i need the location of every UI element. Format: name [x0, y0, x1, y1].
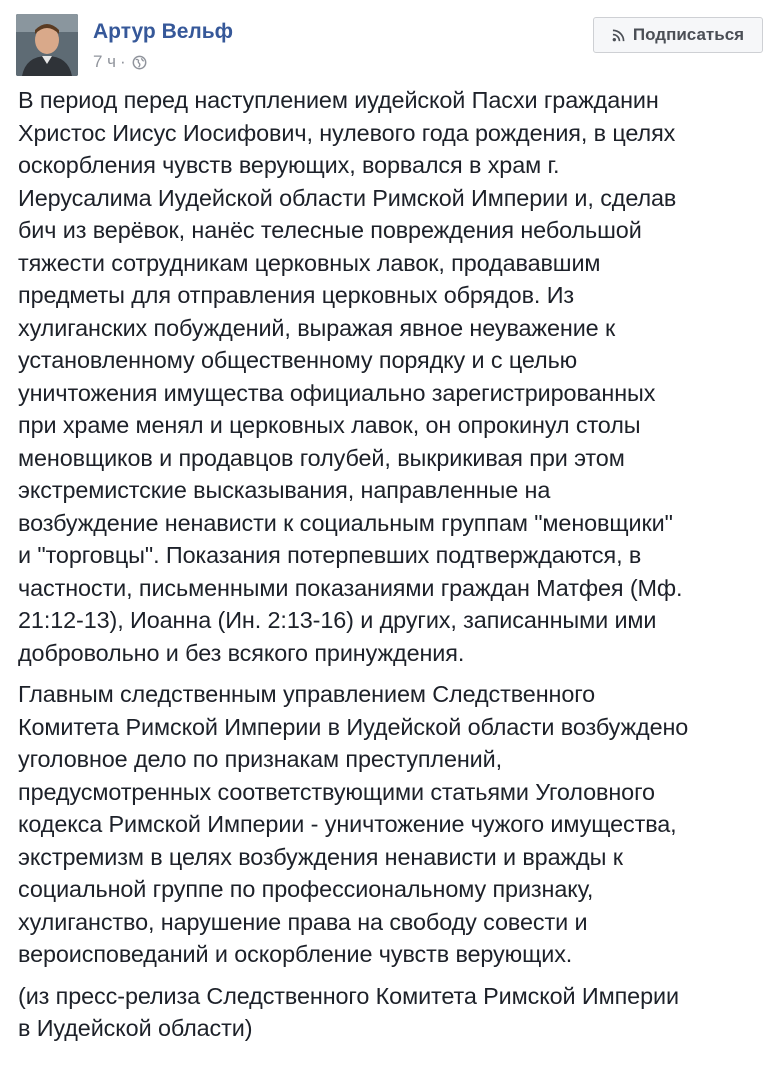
post-body	[18, 84, 763, 1054]
globe-icon	[132, 55, 147, 70]
post-paragraph-1: В период перед наступлением иудейской Пасхи гражданин Христос Иисус Иосифович, нулевого года рождения, в целях оскорбления чувств верующих, ворвался в храм г. Иерусалима Иудейской области Римской Империи и, сделав бич из верёвок, нанёс телесные повреждения небольшой тяжести сотрудникам церковных лавок, продававшим предметы для отправления церковных обрядов. Из хулиганских побуждений, выражая явное неуважение к установленному общественному порядку и с целью уничтожения имущества официально зарегистрированных при храме менял и церковных лавок, он опрокинул столы меновщиков и продавцов голубей, выкрикивая при этом экстремистские высказывания, направленные на возбуждение ненависти к социальным группам "меновщики" и "торговцы". Показания потерпевших подтверждаются, в частности, письменными показаниями граждан Матфея (Мф. 21:12-13), Иоанна (Ин. 2:13-16) и других, записанными ими добровольно и без всякого принуждения.	[18, 87, 683, 666]
post-meta	[93, 52, 147, 72]
post-paragraph-3: (из пресс-релиза Следственного Комитета Римской Империи в Иудейской области)	[18, 982, 679, 1041]
post-header	[16, 14, 766, 80]
subscribe-button[interactable]	[593, 17, 763, 53]
avatar[interactable]	[16, 14, 78, 76]
author-name-link[interactable]: Артур Вельф	[93, 20, 234, 43]
subscribe-label: Подписаться	[632, 25, 745, 44]
rss-icon	[612, 29, 625, 42]
post-paragraph-2: Главным следственным управлением Следственного Комитета Римской Империи в Иудейской области возбуждено уголовное дело по признакам преступлений, предусмотренных соответствующими статьями Уголовного кодекса Римской Империи - уничтожение чужого имущества, экстремизм в целях возбуждения ненависти и вражды к социальной группе по профессиональному признаку, хулиганство, нарушение права на свободу совести и вероисповеданий и оскорбление чувств верующих.	[18, 681, 689, 967]
meta-separator: ·	[120, 52, 126, 71]
avatar-photo-icon	[16, 14, 78, 76]
post-time[interactable]: 7 ч	[93, 52, 117, 71]
